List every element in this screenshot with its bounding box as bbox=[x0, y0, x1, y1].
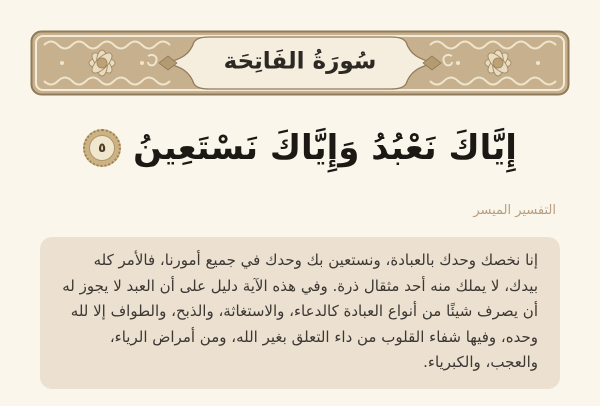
tafsir-source-label: التفسير الميسر bbox=[473, 203, 556, 218]
verse-text: إِيَّاكَ نَعْبُدُ وَإِيَّاكَ نَسْتَعِينُ bbox=[133, 128, 517, 168]
tafsir-card bbox=[40, 237, 560, 389]
tafsir-text: إنا نخصك وحدك بالعبادة، ونستعين بك وحدك في جميع أمورنا، فالأمر كله بيدك، لا يملك منه أحد مثقال ذرة. وفي هذه الآية دليل على أن العبد لا يجوز له أن يصرف شيئًا من أنواع العبادة كالدعاء، والاستغاثة، والذبح، والطواف إلا لله وحده، وفيها شفاء القلوب من داء التعلق بغير الله، ومن أمراض الرياء، والعجب، والكبرياء. bbox=[62, 251, 538, 371]
surah-title-banner bbox=[30, 30, 570, 96]
ayah-number: ٥ bbox=[89, 135, 115, 161]
verse-display bbox=[0, 112, 600, 184]
surah-title: سُورَةُ الفَاتِحَة bbox=[223, 48, 377, 75]
ayah-number-medallion-icon bbox=[83, 129, 121, 167]
